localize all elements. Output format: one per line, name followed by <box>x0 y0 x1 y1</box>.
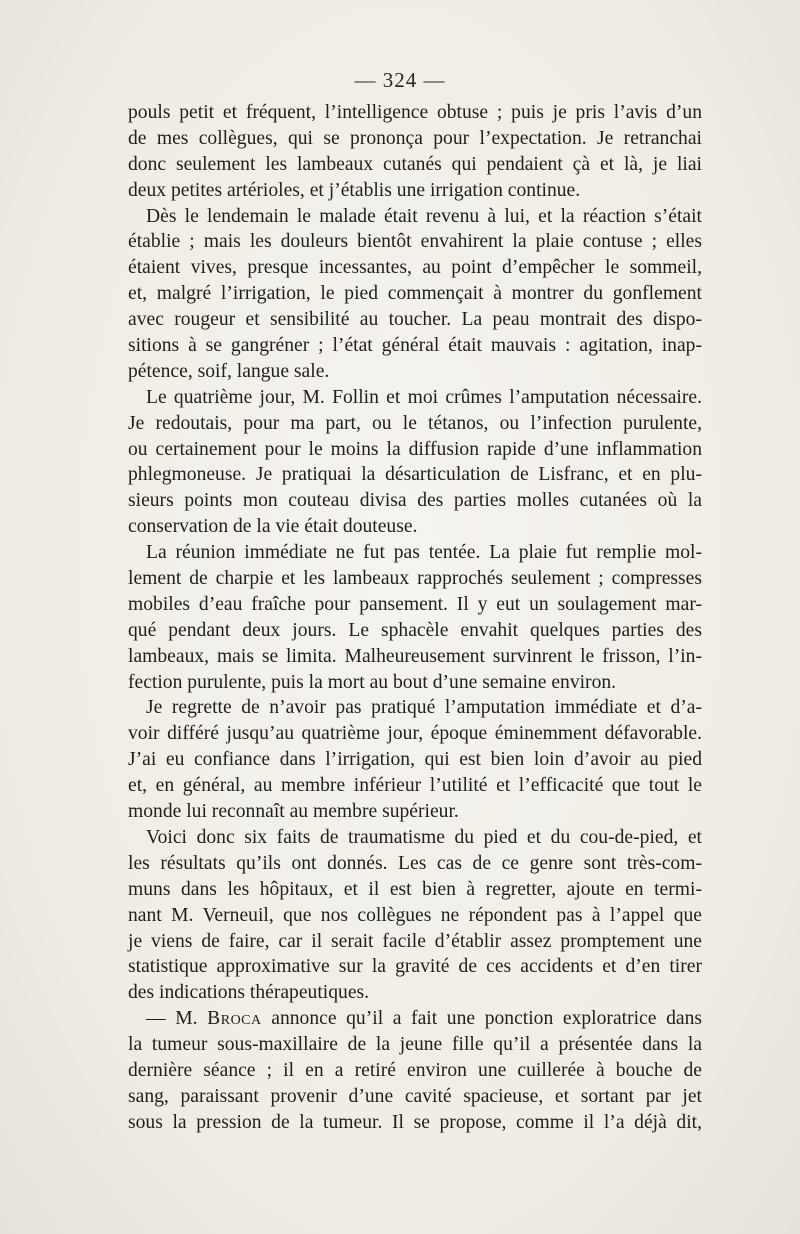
text-line: Dès le lendemain le malade était revenu à lui, et la réaction s’était <box>146 205 702 227</box>
text-line: la tumeur sous-maxillaire de la jeune fille qu’il a présentée dans la <box>128 1034 702 1056</box>
text-line: sitions à se gangréner ; l’état général était mauvais : agitation, inap- <box>128 335 702 357</box>
text-line: nant M. Verneuil, que nos collègues ne répondent pas à l’appel que <box>128 904 702 926</box>
text-line: de mes collègues, qui se prononça pour l’expectation. Je retranchai <box>128 127 702 149</box>
page-number: — 324 — <box>354 68 446 92</box>
dash-lead: — M. <box>146 1008 208 1030</box>
paragraph-broca <box>128 1006 702 1135</box>
text-line: et, en général, au membre inférieur l’utilité et l’efficacité que tout le <box>128 775 702 797</box>
text-line: et, malgré l’irrigation, le pied commençait à montrer du gonflement <box>128 283 702 305</box>
text-line: fection purulente, puis la mort au bout d’une semaine environ. <box>128 671 617 693</box>
text-run: annonce qu’il a fait une ponction exploratrice dans <box>261 1008 702 1030</box>
text-line: statistique approximative sur la gravité de ces accidents et d’en tirer <box>128 956 702 978</box>
text-line: Je redoutais, pour ma part, ou le tétanos, ou l’infection purulente, <box>128 412 702 434</box>
text-line: conservation de la vie était douteuse. <box>128 516 418 538</box>
speaker-name: Broca <box>207 1008 262 1030</box>
text-line: deux petites artérioles, et j’établis une irrigation continue. <box>128 179 581 201</box>
text-line: Le quatrième jour, M. Follin et moi crûmes l’amputation nécessaire. <box>146 386 702 408</box>
text-line: sous la pression de la tumeur. Il se propose, comme il l’a déjà dit, <box>128 1111 702 1133</box>
text-line: lement de charpie et les lambeaux rapprochés seulement ; compresses <box>128 568 702 590</box>
body-text <box>128 100 702 1136</box>
text-line: sang, paraissant provenir d’une cavité spacieuse, et sortant par jet <box>128 1085 702 1107</box>
text-line: qué pendant deux jours. Le sphacèle envahit quelques parties des <box>128 619 702 641</box>
text-line: pétence, soif, langue sale. <box>128 360 330 382</box>
text-line: mobiles d’eau fraîche pour pansement. Il y eut un soulagement mar- <box>128 593 702 615</box>
text-line: La réunion immédiate ne fut pas tentée. La plaie fut remplie mol- <box>146 542 702 564</box>
text-line: étaient vives, presque incessantes, au point d’empêcher le sommeil, <box>128 257 702 279</box>
text-line: établie ; mais les douleurs bientôt envahirent la plaie contuse ; elles <box>128 231 702 253</box>
text-line: Voici donc six faits de traumatisme du pied et du cou-de-pied, et <box>146 826 702 848</box>
paragraph-5 <box>128 695 702 824</box>
text-line: sieurs points mon couteau divisa des parties molles cutanées où la <box>128 490 702 512</box>
text-line: donc seulement les lambeaux cutanés qui pendaient çà et là, je liai <box>128 153 702 175</box>
text-line: J’ai eu confiance dans l’irrigation, qui est bien loin d’avoir au pied <box>128 749 702 771</box>
text-line: muns dans les hôpitaux, et il est bien à regretter, ajoute en termi- <box>128 878 702 900</box>
text-line: avec rougeur et sensibilité au toucher. La peau montrait des dispo- <box>128 309 702 331</box>
text-line: des indications thérapeutiques. <box>128 982 370 1004</box>
text-line: lambeaux, mais se limita. Malheureusement survinrent le frisson, l’in- <box>128 645 702 667</box>
paragraph-1 <box>128 100 702 204</box>
paragraph-6 <box>128 825 702 1006</box>
paragraph-2 <box>128 204 702 385</box>
paragraph-3 <box>128 385 702 540</box>
text-line: voir différé jusqu’au quatrième jour, époque éminemment défavorable. <box>128 723 702 745</box>
text-line: Je regrette de n’avoir pas pratiqué l’amputation immédiate et d’a- <box>146 697 702 719</box>
text-line: pouls petit et fréquent, l’intelligence obtuse ; puis je pris l’avis d’un <box>128 102 702 123</box>
text-line: ou certainement pour le moins la diffusion rapide d’une inflammation <box>128 438 702 460</box>
text-line: phlegmoneuse. Je pratiquai la désarticulation de Lisfranc, et en plu- <box>128 464 702 486</box>
paragraph-4 <box>128 540 702 695</box>
text-line: je viens de faire, car il serait facile d’établir assez promptement une <box>128 930 702 952</box>
text-line <box>128 1006 702 1032</box>
text-line: les résultats qu’ils ont donnés. Les cas de ce genre sont très-com- <box>128 852 702 874</box>
text-line: monde lui reconnaît au membre supérieur. <box>128 801 459 823</box>
text-line: dernière séance ; il en a retiré environ une cuillerée à bouche de <box>128 1059 702 1081</box>
